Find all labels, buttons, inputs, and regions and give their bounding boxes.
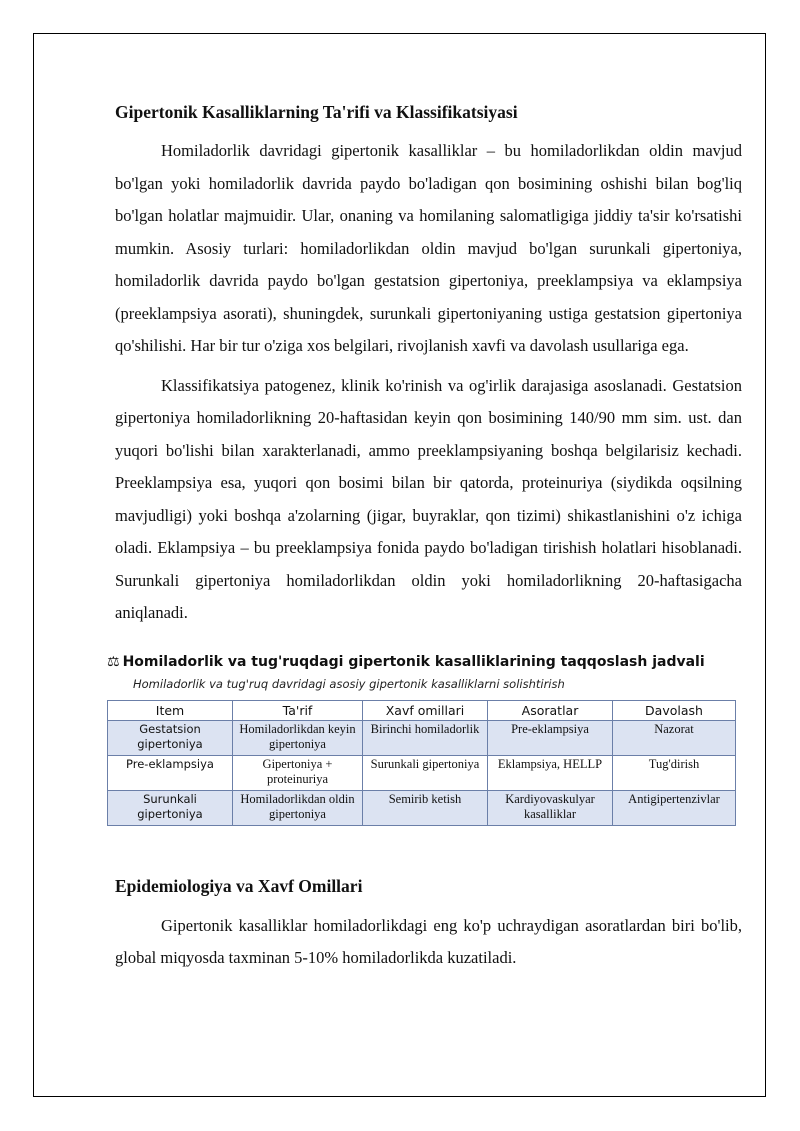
table-cell: Eklampsiya, HELLP <box>488 755 613 790</box>
table-header-complications: Asoratlar <box>488 700 613 720</box>
table-cell: Semirib ketish <box>363 790 488 825</box>
paragraph-definition: Homiladorlik davridagi gipertonik kasalliklar – bu homiladorlikdan oldin mavjud bo'lgan yoki homiladorlik davrida paydo bo'ladigan qon bosimining oshishi bilan bog'liq bo'lgan holatlar majmuidir. Ular, onaning va homilaning salomatligiga jiddiy ta'sir ko'rsatishi mumkin. Asosiy turlari: homiladorlikdan oldin mavjud bo'lgan surunkali gipertoniya, homiladorlik davrida paydo bo'lgan gestatsion gipertoniya, preeklampsiya va eklampsiya (preeklampsiya asorati), shuningdek, surunkali gipertoniyaning ustiga gestatsion gipertoniya qo'shilishi. Har bir tur o'ziga xos belgilari, rivojlanish xavfi va davolash usullariga ega. <box>115 141 742 355</box>
table-caption <box>107 652 742 672</box>
scale-icon: ⚖ <box>107 653 120 670</box>
table-cell: Birinchi homiladorlik <box>363 720 488 755</box>
table-row <box>108 755 736 790</box>
table-cell: Homiladorlikdan keyin gipertoniya <box>233 720 363 755</box>
table-row <box>108 720 736 755</box>
table-cell: Gipertoniya + proteinuriya <box>233 755 363 790</box>
table-row <box>108 790 736 825</box>
table-cell-item: Gestatsion gipertoniya <box>108 720 233 755</box>
table-cell-item: Pre-eklampsiya <box>108 755 233 790</box>
table-header-risk-factors: Xavf omillari <box>363 700 488 720</box>
table-cell-item: Surunkali gipertoniya <box>108 790 233 825</box>
table-cell: Antigipertenzivlar <box>613 790 736 825</box>
table-cell: Homiladorlikdan oldin gipertoniya <box>233 790 363 825</box>
table-subcaption: Homiladorlik va tug'ruq davridagi asosiy gipertonik kasalliklarni solishtirish <box>133 676 565 691</box>
table-header-row <box>108 700 736 720</box>
table-cell: Tug'dirish <box>613 755 736 790</box>
section-title-epidemiology: Epidemiologiya va Xavf Omillari <box>115 875 363 896</box>
table-cell: Surunkali gipertoniya <box>363 755 488 790</box>
table-header-treatment: Davolash <box>613 700 736 720</box>
comparison-table <box>107 700 736 826</box>
paragraph-epidemiology: Gipertonik kasalliklar homiladorlikdagi eng ko'p uchraydigan asoratlardan biri bo'lib, global miqyosda taxminan 5-10% homiladorlikda kuzatiladi. <box>115 915 742 967</box>
paragraph-classification: Klassifikatsiya patogenez, klinik ko'rinish va og'irlik darajasiga asoslanadi. Gestatsion gipertoniya homiladorlikning 20-haftasidan keyin qon bosimining 140/90 mm sim. ust. dan yuqori bo'lishi bilan xarakterlanadi, ammo preeklampsiyaning boshqa belgilarisiz kechadi. Preeklampsiya esa, yuqori qon bosimi bilan bir qatorda, proteinuriya (siydikda oqsilning mavjudligi) yoki boshqa a'zolarning (jigar, buyraklar, qon tizimi) shikastlanishini o'z ichiga oladi. Eklampsiya – bu preeklampsiya fonida paydo bo'ladigan tirishish holatlari hisoblanadi. Surunkali gipertoniya homiladorlikdan oldin yoki homiladorlikning 20-haftasigacha aniqlanadi. <box>115 375 742 622</box>
table-caption-text: Homiladorlik va tug'ruqdagi gipertonik kasalliklarining taqqoslash jadvali <box>122 653 705 670</box>
document-body <box>107 100 742 975</box>
table-cell: Kardiyovaskulyar kasalliklar <box>488 790 613 825</box>
section-title-classification: Gipertonik Kasalliklarning Ta'rifi va Klassifikatsiyasi <box>115 102 518 122</box>
table-cell: Nazorat <box>613 720 736 755</box>
table-header-item: Item <box>108 700 233 720</box>
table-cell: Pre-eklampsiya <box>488 720 613 755</box>
table-header-definition: Ta'rif <box>233 700 363 720</box>
